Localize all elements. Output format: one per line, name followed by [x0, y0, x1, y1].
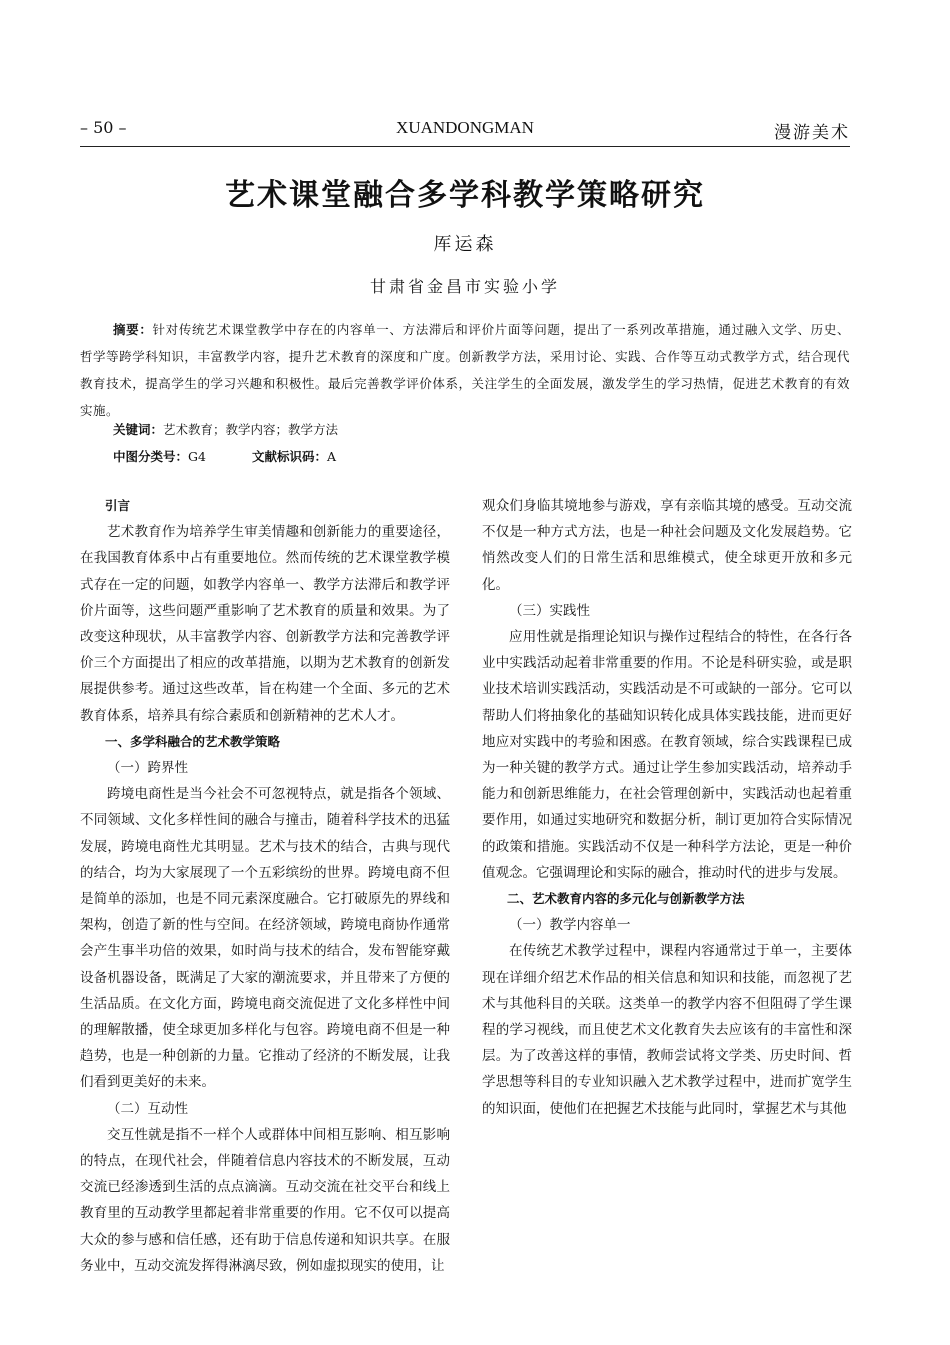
- article-author: 厍运森: [433, 234, 497, 255]
- abstract-text: 针对传统艺术课堂教学中存在的内容单一、方法滞后和评价片面等问题，提出了一系列改革措施，通过融入文学、历史、哲学等跨学科知识，丰富教学内容，提升艺术教育的深度和广度。创新教学方法，采用讨论、实践、合作等互动式教学方式，结合现代教育技术，提高学生的学习兴趣和积极性。最后完善教学评价体系，关注学生的全面发展，激发学生的学习热情，促进艺术教育的有效实施。: [80, 322, 850, 418]
- section-heading: 一、多学科融合的艺术教学策略: [105, 733, 281, 749]
- subsection-heading: （一）教学内容单一: [509, 917, 631, 934]
- paragraph: 交互性就是指不一样个人或群体中间相互影响、相互影响的特点，在现代社会，伴随着信息内容技术的不断发展，互动交流已经渗透到生活的点点滴滴。互动交流在社交平台和线上教育里的互动教学里都起着非常重要的作用。它不仅可以提高大众的参与感和信任感，还有助于信息传递和知识共享。在服务业中，互动交流发挥得淋漓尽致，例如虚拟现实的使用，让: [80, 1126, 450, 1274]
- classification-line: [113, 447, 336, 467]
- paragraph-continued: 观众们身临其境地参与游戏，享有亲临其境的感受。互动交流不仅是一种方式方法，也是一种社会问题及文化发展趋势。它悄然改变人们的日常生活和思维模式，使全球更开放和多元化。: [482, 498, 852, 593]
- keywords-text: 艺术教育；教学内容；教学方法: [163, 422, 339, 437]
- intro-heading: 引言: [105, 498, 131, 513]
- clc-value: G4: [188, 449, 206, 464]
- header-rule: [80, 146, 850, 147]
- body-column-left: [80, 493, 450, 1279]
- subsection-heading: （一）跨界性: [107, 760, 188, 777]
- subsection-heading: （三）实践性: [509, 602, 590, 619]
- subsection-heading: （二）互动性: [107, 1100, 188, 1117]
- doc-code-label: 文献标识码：: [251, 449, 327, 464]
- page-number: – 50 –: [80, 118, 127, 137]
- keywords-label: 关键词：: [113, 422, 164, 437]
- author-affiliation: 甘肃省金昌市实验小学: [369, 277, 560, 296]
- paragraph: 跨境电商性是当今社会不可忽视特点，就是指各个领域、不同领域、文化多样性间的融合与撞击，随着科学技术的迅猛发展，跨境电商性尤其明显。艺术与技术的结合，古典与现代的结合，均为大家展现了一个五彩缤纷的世界。跨境电商不但是简单的添加，也是不同元素深度融合。它打破原先的界线和架构，创造了新的性与空间。在经济领域，跨境电商协作通常会产生事半功倍的效果，如时尚与技术的结合，发布智能穿戴设备机器设备，既满足了大家的潮流要求，并且带来了方便的生活品质。在文化方面，跨境电商交流促进了文化多样性中间的理解散播，使全球更加多样化与包容。跨境电商不但是一种趋势，也是一种创新的力量。它推动了经济的不断发展，让我们看到更美好的未来。: [80, 786, 450, 1091]
- body-column-right: [482, 493, 852, 1122]
- paragraph: 在传统艺术教学过程中，课程内容通常过于单一，主要体现在详细介绍艺术作品的相关信息和知识和技能，而忽视了艺术与其他科目的关联。这类单一的教学内容不但阻碍了学生课程的学习视线，而且使艺术文化教育失去应该有的丰富性和深层。为了改善这样的事情，教师尝试将文学类、历史时间、哲学思想等科目的专业知识融入艺术教学过程中，进而扩宽学生的知识面，使他们在把握艺术技能与此同时，掌握艺术与其他: [482, 943, 852, 1117]
- abstract-label: 摘要：: [113, 322, 153, 337]
- running-header: [80, 118, 850, 144]
- doc-code-value: A: [326, 449, 337, 464]
- paragraph: 应用性就是指理论知识与操作过程结合的特性，在各行各业中实践活动起着非常重要的作用。不论是科研实验，或是职业技术培训实践活动，实践活动是不可或缺的一部分。它可以帮助人们将抽象化的基础知识转化成具体实践技能，进而更好地应对实践中的考验和困惑。在教育领域，综合实践课程已成为一种关键的教学方式。通过让学生参加实践活动，培养动手能力和创新思维能力，在社会管理创新中，实践活动也起着重要作用，如通过实地研究和数据分析，制订更加符合实际情况的政策和措施。实践活动不仅是一种科学方法论，更是一种价值观念。它强调理论和实际的融合，推动时代的进步与发展。: [482, 629, 852, 881]
- clc-label: 中图分类号：: [113, 449, 189, 464]
- article-title: 艺术课堂融合多学科教学策略研究: [225, 178, 705, 213]
- magazine-name: XUANDONGMAN: [396, 118, 534, 137]
- abstract: [80, 316, 850, 424]
- keywords: [113, 420, 338, 440]
- section-heading: 二、艺术教育内容的多元化与创新教学方法: [507, 891, 745, 907]
- paragraph: 艺术教育作为培养学生审美情趣和创新能力的重要途径，在我国教育体系中占有重要地位。然而传统的艺术课堂教学模式存在一定的问题，如教学内容单一、教学方法滞后和教学评价片面等，这些问题严重影响了艺术教育的质量和效果。为了改变这种现状，从丰富教学内容、创新教学方法和完善教学评价三个方面提出了相应的改革措施，以期为艺术教育的创新发展提供参考。通过这些改革，旨在构建一个全面、多元的艺术教育体系，培养具有综合素质和创新精神的艺术人才。: [80, 524, 450, 724]
- column-name: 漫游美术: [774, 123, 850, 143]
